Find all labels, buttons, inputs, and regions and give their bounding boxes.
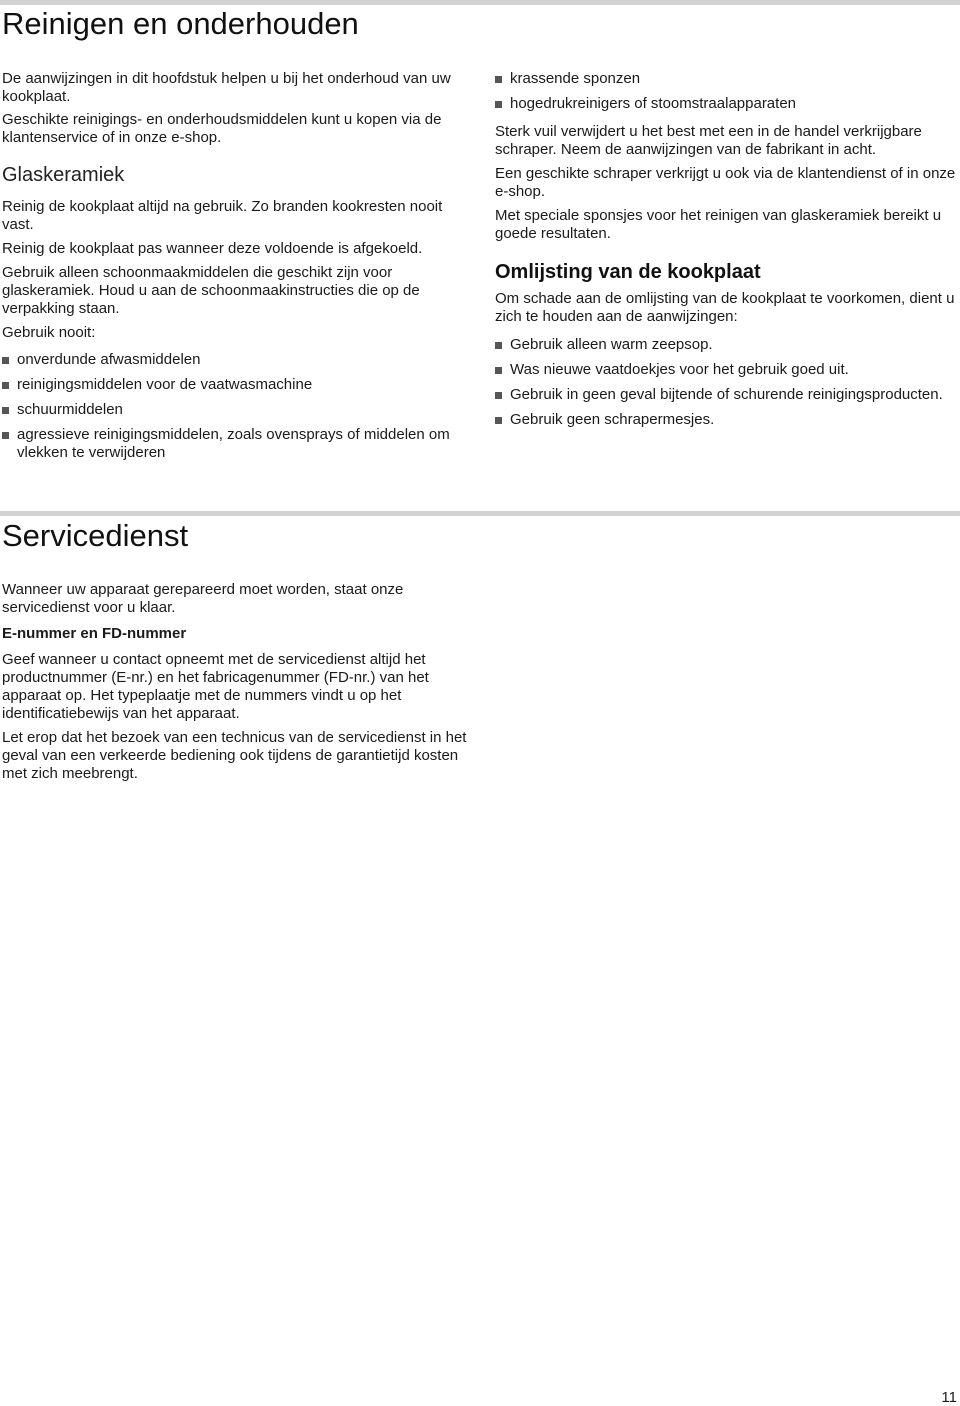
- bullet-square-icon: [495, 367, 502, 374]
- intro-paragraph-2: Geschikte reinigings- en onderhoudsmiddelen kunt u kopen via de klantenservice of in onze e-shop.: [2, 111, 442, 146]
- glaskeramiek-after-paragraph-2: Een geschikte schraper verkrijgt u ook via de klantendienst of in onze e-shop.: [495, 165, 956, 200]
- glaskeramiek-paragraph-3: Gebruik alleen schoonmaakmiddelen die geschikt zijn voor glaskeramiek. Houd u aan de schoonmaakinstructies die op de verpakking staan.: [2, 264, 420, 317]
- service-paragraph-1: Geef wanneer u contact opneemt met de servicedienst altijd het productnummer (E-nr.) en het fabricagenummer (FD-nr.) van het apparaat op. Het typeplaatje met de nummers vindt u op het identificatiebewijs van het apparaat.: [2, 651, 429, 722]
- omlijsting-intro: Om schade aan de omlijsting van de kookplaat te voorkomen, dient u zich te houden aan de aanwijzingen:: [495, 290, 955, 325]
- left-column: [2, 70, 472, 462]
- glaskeramiek-after-paragraph-1: Sterk vuil verwijdert u het best met een in de handel verkrijgbare schraper. Neem de aanwijzingen van de fabrikant in acht.: [495, 123, 922, 158]
- list-item: Gebruik in geen geval bijtende of schurende reinigingsproducten.: [495, 386, 957, 404]
- list-item: Gebruik alleen warm zeepsop.: [495, 336, 957, 354]
- glaskeramiek-paragraph-1: Reinig de kookplaat altijd na gebruik. Zo branden kookresten nooit vast.: [2, 198, 443, 233]
- never-list-continued: [495, 70, 957, 113]
- list-item: schuurmiddelen: [2, 401, 472, 419]
- bullet-square-icon: [2, 382, 9, 389]
- bullet-square-icon: [495, 76, 502, 83]
- omlijsting-list: [495, 336, 957, 429]
- section-rule-top: [0, 0, 960, 5]
- glaskeramiek-paragraph-4: Gebruik nooit:: [2, 324, 96, 341]
- bullet-square-icon: [2, 357, 9, 364]
- glaskeramiek-paragraph-2: Reinig de kookplaat pas wanneer deze voldoende is afgekoeld.: [2, 240, 423, 257]
- list-item: Was nieuwe vaatdoekjes voor het gebruik goed uit.: [495, 361, 957, 379]
- page-number: 11: [941, 1389, 957, 1406]
- bullet-square-icon: [495, 101, 502, 108]
- bullet-square-icon: [2, 407, 9, 414]
- list-item: Gebruik geen schrapermesjes.: [495, 411, 957, 429]
- bullet-square-icon: [2, 432, 9, 439]
- list-item: agressieve reinigingsmiddelen, zoals ovensprays of middelen om vlekken te verwijderen: [2, 426, 472, 462]
- service-column: [2, 581, 472, 783]
- service-paragraph-2: Let erop dat het bezoek van een technicus van de servicedienst in het geval van een verkeerde bediening ook tijdens de garantietijd kosten met zich meebrengt.: [2, 729, 467, 782]
- right-column: [495, 70, 957, 429]
- heading-omlijsting: Omlijsting van de kookplaat: [495, 261, 761, 283]
- bullet-square-icon: [495, 342, 502, 349]
- heading-glaskeramiek: Glaskeramiek: [2, 164, 125, 186]
- subheading-e-nummer: E-nummer en FD-nummer: [2, 625, 187, 642]
- list-item: onverdunde afwasmiddelen: [2, 351, 472, 369]
- section-rule-servicedienst: [0, 511, 960, 516]
- section-title-servicedienst: Servicedienst: [2, 518, 189, 553]
- bullet-square-icon: [495, 392, 502, 399]
- never-list: [2, 351, 472, 462]
- intro-paragraph-1: De aanwijzingen in dit hoofdstuk helpen u bij het onderhoud van uw kookplaat.: [2, 70, 451, 105]
- bullet-square-icon: [495, 417, 502, 424]
- list-item: krassende sponzen: [495, 70, 957, 88]
- glaskeramiek-after-paragraph-3: Met speciale sponsjes voor het reinigen van glaskeramiek bereikt u goede resultaten.: [495, 207, 942, 242]
- list-item: hogedrukreinigers of stoomstraalapparaten: [495, 95, 957, 113]
- service-intro: Wanneer uw apparaat gerepareerd moet worden, staat onze servicedienst voor u klaar.: [2, 581, 404, 616]
- section-title-reinigen: Reinigen en onderhouden: [2, 6, 359, 41]
- list-item: reinigingsmiddelen voor de vaatwasmachine: [2, 376, 472, 394]
